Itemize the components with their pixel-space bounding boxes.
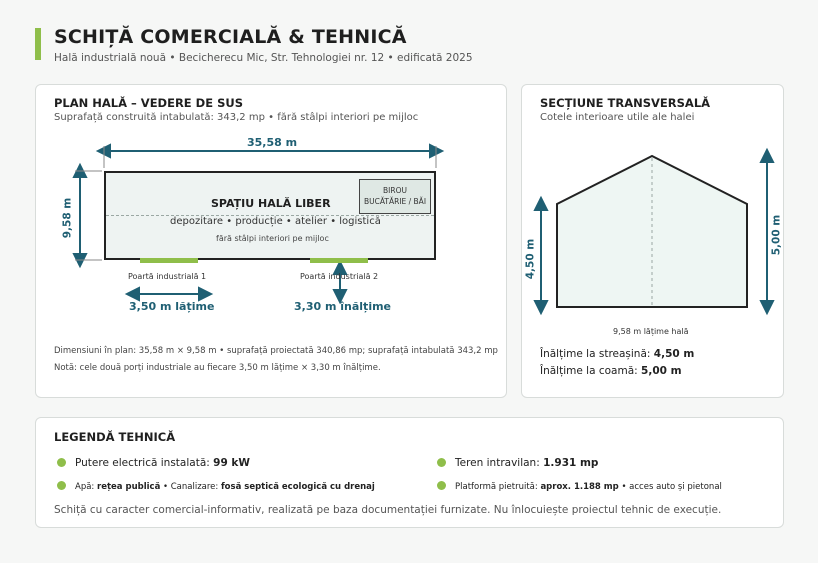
eave-height-dimension: 4,50 m bbox=[524, 238, 537, 280]
office-label-line1: BIROU bbox=[383, 186, 407, 195]
page-subtitle: Hală industrială nouă • Becicherecu Mic, Str. Tehnologiei nr. 12 • edificată 2025 bbox=[54, 52, 473, 64]
hall-title: SPAȚIU HALĂ LIBER bbox=[211, 197, 331, 210]
legend-land: Teren intravilan: 1.931 mp bbox=[437, 457, 598, 469]
ridge-height-dimension: 5,00 m bbox=[770, 214, 783, 256]
legend-platform: Platformă pietruită: aprox. 1.188 mp • acces auto și pietonal bbox=[437, 481, 722, 492]
gate-height-label: 3,30 m înălțime bbox=[294, 300, 392, 313]
bullet-icon bbox=[57, 481, 66, 490]
hall-note: fără stâlpi interiori pe mijloc bbox=[216, 234, 329, 243]
length-dimension-label: 35,58 m bbox=[247, 136, 298, 149]
section-subtitle: Cotele interioare utile ale halei bbox=[540, 112, 695, 123]
bullet-icon bbox=[57, 458, 66, 467]
section-width-label: 9,58 m lățime hală bbox=[613, 327, 689, 336]
legend-utilities: Apă: rețea publică • Canalizare: fosă septică ecologică cu drenaj bbox=[57, 481, 375, 492]
gate-width-label: 3,50 m lățime bbox=[129, 300, 215, 313]
plan-subtitle: Suprafață construită intabulată: 343,2 mp • fără stâlpi interiori pe mijloc bbox=[54, 112, 419, 123]
page-title: SCHIȚĂ COMERCIALĂ & TEHNICĂ bbox=[54, 26, 407, 48]
legend-disclaimer: Schiță cu caracter comercial-informativ, realizată pe baza documentației furnizate. Nu înlocuiește proiectul tehnic de execuție. bbox=[54, 504, 722, 516]
hall-uses: depozitare • producție • atelier • logistică bbox=[170, 216, 381, 227]
section-title: SECȚIUNE TRANSVERSALĂ bbox=[540, 96, 711, 110]
legend-power: Putere electrică instalată: 99 kW bbox=[57, 457, 250, 469]
gate-2-label: Poartă industrială 2 bbox=[300, 272, 379, 281]
legend-title: LEGENDĂ TEHNICĂ bbox=[54, 430, 176, 444]
plan-title: PLAN HALĂ – VEDERE DE SUS bbox=[54, 96, 243, 110]
office-label-line2: BUCĂTĂRIE / BĂI bbox=[363, 197, 427, 206]
eave-height-info: Înălțime la streașină: 4,50 m bbox=[540, 348, 695, 360]
width-dimension-label: 9,58 m bbox=[61, 197, 74, 239]
ridge-height-info: Înălțime la coamă: 5,00 m bbox=[540, 365, 682, 377]
plan-dimensions-note: Dimensiuni în plan: 35,58 m × 9,58 m • suprafață proiectată 340,86 mp; suprafață intabulată 343,2 mp bbox=[54, 346, 498, 356]
plan-gates-note: Notă: cele două porți industriale au fiecare 3,50 m lățime × 3,30 m înălțime. bbox=[54, 363, 381, 373]
bullet-icon bbox=[437, 458, 446, 467]
gate-1-label: Poartă industrială 1 bbox=[128, 272, 207, 281]
bullet-icon bbox=[437, 481, 446, 490]
